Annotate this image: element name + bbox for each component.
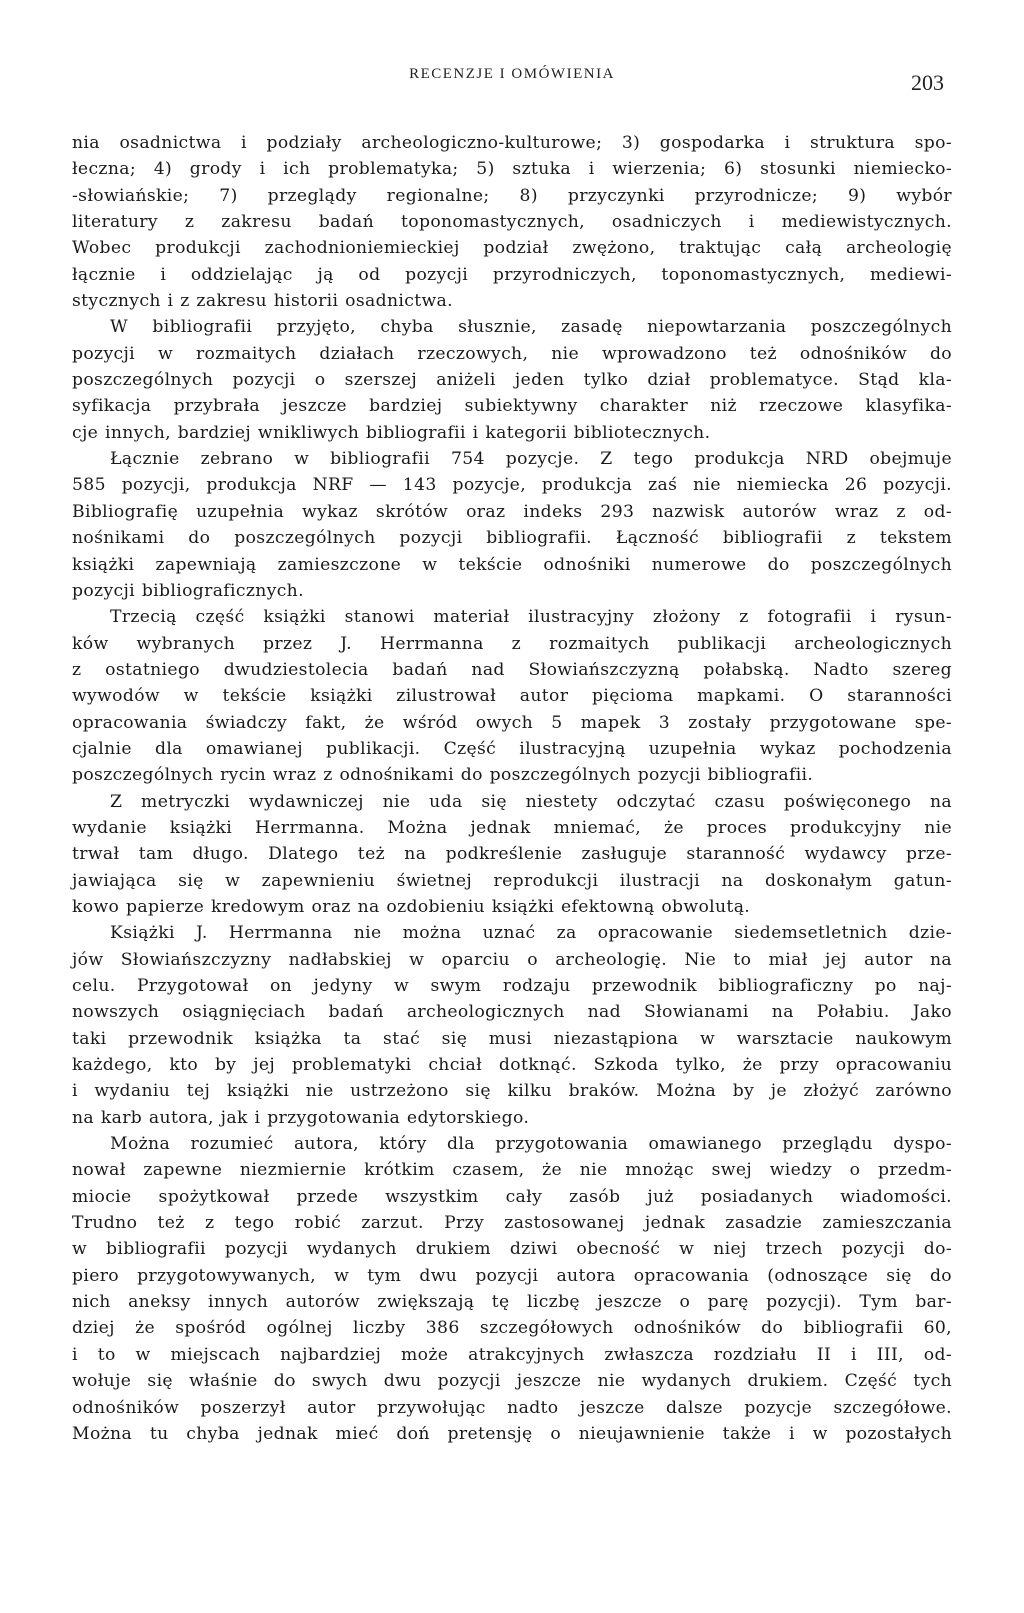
text-line: nośnikami do poszczególnych pozycji bibliografii. Łączność bibliografii z tekstem xyxy=(72,528,952,549)
text-line: poszczególnych rycin wraz z odnośnikami do poszczególnych pozycji bibliografii. xyxy=(72,765,814,786)
text-line: każdego, kto by jej problematyki chciał dotknąć. Szkoda tylko, że przy opracowaniu xyxy=(72,1055,952,1076)
text-line: jów Słowiańszczyzny nadłabskiej w oparciu o archeologię. Nie to miał jej autor na xyxy=(72,949,952,970)
text-line: pozycji w rozmaitych działach rzeczowych, nie wprowadzono też odnośników do xyxy=(72,343,952,364)
text-line: jawiająca się w zapewnieniu świetnej reprodukcji ilustracji na doskonałym gatun- xyxy=(72,870,952,891)
text-line: wywodów w tekście książki zilustrował autor pięcioma mapkami. O staranności xyxy=(72,686,952,707)
body-text xyxy=(72,130,952,1447)
text-line: w bibliografii pozycji wydanych drukiem dziwi obecność w niej trzech pozycji do- xyxy=(72,1239,952,1260)
text-line: pozycji bibliograficznych. xyxy=(72,580,304,601)
text-line: W bibliografii przyjęto, chyba słusznie, zasadę niepowtarzania poszczególnych xyxy=(110,317,952,338)
text-line: 585 pozycji, produkcja NRF — 143 pozycje, produkcja zaś nie niemiecka 26 pozycji. xyxy=(72,475,952,496)
text-line: opracowania świadczy fakt, że wśród owych 5 mapek 3 zostały przygotowane spe- xyxy=(72,712,952,733)
text-line: Trudno też z tego robić zarzut. Przy zastosowanej jednak zasadzie zamieszczania xyxy=(72,1213,952,1234)
text-line: poszczególnych pozycji o szerszej aniżeli jeden tylko dział problematyce. Stąd kla- xyxy=(72,370,952,391)
text-line: piero przygotowywanych, w tym dwu pozycji autora opracowania (odnoszące się do xyxy=(72,1265,952,1286)
text-line: na karb autora, jak i przygotowania edytorskiego. xyxy=(72,1107,530,1128)
text-line: Można tu chyba jednak mieć doń pretensję o nieujawnienie także i w pozostałych xyxy=(72,1423,952,1444)
text-line: taki przewodnik książka ta stać się musi niezastąpiona w warsztacie naukowym xyxy=(72,1028,952,1049)
text-line: Łącznie zebrano w bibliografii 754 pozycje. Z tego produkcja NRD obejmuje xyxy=(110,449,952,470)
text-line: Z metryczki wydawniczej nie uda się niestety odczytać czasu poświęconego na xyxy=(110,791,952,812)
text-line: Bibliografię uzupełnia wykaz skrótów oraz indeks 293 nazwisk autorów wraz z od- xyxy=(72,501,952,522)
text-line: ków wybranych przez J. Herrmanna z rozmaitych publikacji archeologicznych xyxy=(72,633,952,654)
text-line: literatury z zakresu badań toponomastycznych, osadniczych i mediewistycznych. xyxy=(72,212,952,233)
text-line: wydanie książki Herrmanna. Można jednak mniemać, że proces produkcyjny nie xyxy=(72,817,952,838)
text-line: nował zapewne niezmiernie krótkim czasem, że nie mnożąc swej wiedzy o przedm- xyxy=(72,1160,952,1181)
text-line: nowszych osiągnięciach badań archeologicznych nad Słowianami na Połabiu. Jako xyxy=(72,1002,952,1023)
text-line: łącznie i oddzielając ją od pozycji przyrodniczych, toponomastycznych, mediewi- xyxy=(72,264,952,285)
text-line: cje innych, bardziej wnikliwych bibliografii i kategorii bibliotecznych. xyxy=(72,422,711,443)
text-line: Książki J. Herrmanna nie można uznać za opracowanie siedemsetletnich dzie- xyxy=(110,923,952,944)
text-line: Trzecią część książki stanowi materiał ilustracyjny złożony z fotografii i rysun- xyxy=(110,607,952,628)
text-line: Wobec produkcji zachodnioniemieckiej podział zwężono, traktując całą archeologię xyxy=(72,238,952,259)
text-line: książki zapewniają zamieszczone w tekście odnośniki numerowe do poszczególnych xyxy=(72,554,952,575)
text-line: nich aneksy innych autorów zwiększają tę liczbę jeszcze o parę pozycji). Tym bar- xyxy=(72,1292,952,1313)
text-line: łeczna; 4) grody i ich problematyka; 5) sztuka i wierzenia; 6) stosunki niemiecko- xyxy=(72,159,952,180)
text-line: i to w miejscach najbardziej może atrakcyjnych zwłaszcza rozdziału II i III, od- xyxy=(72,1344,952,1365)
running-head: RECENZJE I OMÓWIENIA xyxy=(409,66,615,82)
text-line: i wydaniu tej książki nie ustrzeżono się kilku braków. Można by je złożyć zarówno xyxy=(72,1081,952,1102)
text-line: trwał tam długo. Dlatego też na podkreślenie zasługuje staranność wydawcy prze- xyxy=(72,844,952,865)
text-line: miocie spożytkował przede wszystkim cały zasób już posiadanych wiadomości. xyxy=(72,1186,952,1207)
text-line: dziej że spośród ogólnej liczby 386 szczegółowych odnośników do bibliografii 60, xyxy=(72,1318,952,1339)
text-line: celu. Przygotował on jedyny w swym rodzaju przewodnik bibliograficzny po naj- xyxy=(72,976,952,996)
page-number: 203 xyxy=(911,70,944,95)
text-line: cjalnie dla omawianej publikacji. Część ilustracyjną uzupełnia wykaz pochodzenia xyxy=(72,738,952,759)
text-line: stycznych i z zakresu historii osadnictwa. xyxy=(72,291,453,312)
text-line: Można rozumieć autora, który dla przygotowania omawianego przeglądu dyspo- xyxy=(110,1134,952,1155)
text-line: nia osadnictwa i podziały archeologiczno-kulturowe; 3) gospodarka i struktura spo- xyxy=(72,133,952,153)
text-line: wołuje się właśnie do swych dwu pozycji jeszcze nie wydanych drukiem. Część tych xyxy=(72,1371,952,1392)
text-line: odnośników poszerzył autor przywołując nadto jeszcze dalsze pozycje szczegółowe. xyxy=(72,1397,952,1418)
text-line: -słowiańskie; 7) przeglądy regionalne; 8) przyczynki przyrodnicze; 9) wybór xyxy=(72,185,952,206)
text-line: z ostatniego dwudziestolecia badań nad Słowiańszczyzną połabską. Nadto szereg xyxy=(72,659,952,680)
text-line: syfikacja przybrała jeszcze bardziej subiektywny charakter niż rzeczowe klasyfika- xyxy=(72,396,952,417)
text-line: kowo papierze kredowym oraz na ozdobieniu książki efektowną obwolutą. xyxy=(72,896,751,917)
